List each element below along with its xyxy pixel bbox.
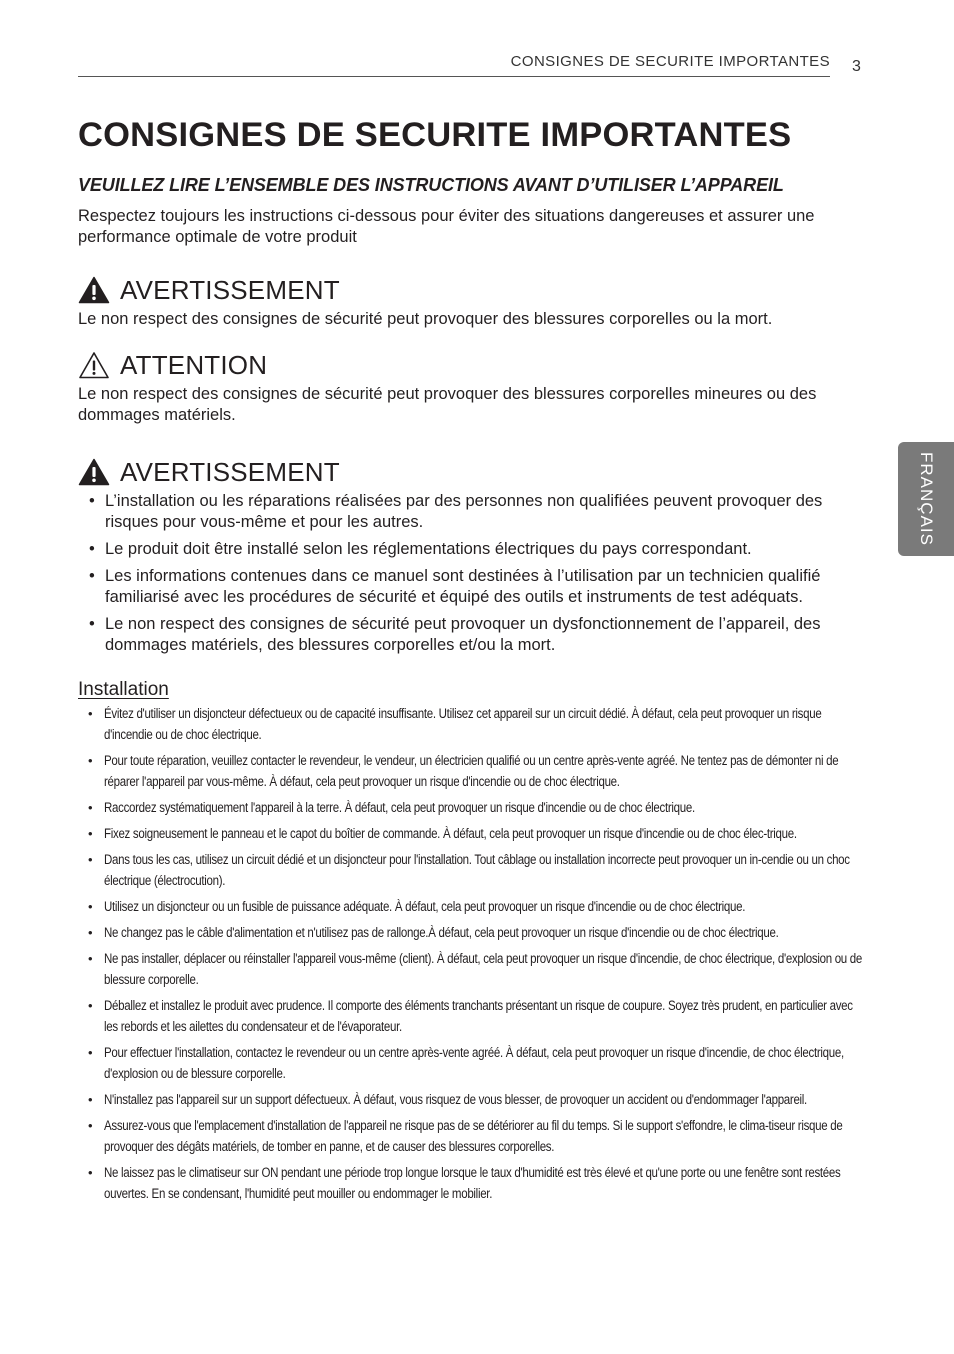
warning-legend	[78, 275, 868, 330]
warning-section-label: AVERTISSEMENT	[120, 457, 340, 487]
warning-list	[78, 491, 868, 656]
installation-list	[78, 703, 868, 1204]
warning-legend-label: AVERTISSEMENT	[120, 275, 340, 305]
list-item: • Pour toute réparation, veuillez contacter le revendeur, le vendeur, un électricien qualifié ou un centre après-vente agréé. Ne tentez pas de démonter ni de réparer l'appareil par vous-même. À défaut, cela peut provoquer un risque d'incendie ou de choc électrique.	[78, 750, 868, 792]
language-tab-label: FRANÇAIS	[917, 452, 936, 546]
running-header: CONSIGNES DE SECURITE IMPORTANTES	[510, 53, 830, 70]
warning-triangle-icon	[78, 276, 110, 304]
list-item: • Ne pas installer, déplacer ou réinstaller l'appareil vous-même (client). À défaut, cela peut provoquer un risque d'incendie, de choc électrique, d'explosion ou de blessure corporelle.	[78, 948, 868, 990]
list-item: • N'installez pas l'appareil sur un support défectueux. À défaut, vous risquez de vous blesser, de provoquer un accident ou d'endommager l'appareil.	[78, 1089, 868, 1110]
language-tab	[898, 442, 954, 556]
list-item: • Ne laissez pas le climatiseur sur ON pendant une période trop longue lorsque le taux d'humidité est très élevé et qu'une porte ou une fenêtre sont restées ouvertes. En se condensant, l'humidité peut mouiller ou endommager le mobilier.	[78, 1162, 868, 1204]
list-item: • Évitez d'utiliser un disjoncteur défectueux ou de capacité insuffisante. Utilisez cet appareil sur un circuit dédié. À défaut, cela peut provoquer un risque d'incendie ou de choc électrique.	[78, 703, 868, 745]
list-item: • Assurez-vous que l'emplacement d'installation de l'appareil ne risque pas de se détériorer au fil du temps. Si le support s'effondre, le clima-tiseur risque de provoquer des dégâts matériels, de tomber en panne, et de causer des blessures corporelles.	[78, 1115, 868, 1157]
list-item: • Pour effectuer l'installation, contactez le revendeur ou un centre après-vente agréé. À défaut, cela peut provoquer un risque d'incendie, de choc électrique, d'explosion ou de blessure corporelle.	[78, 1042, 868, 1084]
caution-legend-label: ATTENTION	[120, 350, 268, 380]
page-content	[78, 112, 868, 1209]
list-item: • Déballez et installez le produit avec prudence. Il comporte des éléments tranchants présentant un risque de coupure. Soyez très prudent, en particulier avec les rebords et les ailettes du condensateur et de l'évaporateur.	[78, 995, 868, 1037]
list-item: • Le non respect des consignes de sécurité peut provoquer un dysfonctionnement de l’appareil, des dommages matériels, des blessures corporelles et/ou la mort.	[78, 614, 868, 656]
caution-triangle-icon	[78, 351, 110, 379]
page-title: CONSIGNES DE SECURITE IMPORTANTES	[78, 116, 792, 154]
list-item: • Les informations contenues dans ce manuel sont destinées à l’utilisation par un technicien qualifié familiarisé avec les procédures de sécurité et équipé des outils et instruments de test adéquats.	[78, 566, 868, 608]
installation-heading: Installation	[78, 679, 169, 700]
warning-triangle-icon	[78, 458, 110, 486]
warning-legend-desc: Le non respect des consignes de sécurité peut provoquer des blessures corporelles ou la mort.	[78, 310, 773, 328]
list-item: • Ne changez pas le câble d'alimentation et n'utilisez pas de rallonge.À défaut, cela peut provoquer un risque d'incendie ou de choc électrique.	[78, 922, 868, 943]
caution-legend	[78, 350, 868, 426]
page-subtitle: VEUILLEZ LIRE L’ENSEMBLE DES INSTRUCTIONS AVANT D’UTILISER L’APPAREIL	[78, 175, 784, 195]
page-number: 3	[852, 58, 861, 75]
list-item: • L’installation ou les réparations réalisées par des personnes non qualifiées peuvent provoquer des risques pour vous-même et pour les autres.	[78, 491, 868, 533]
list-item: • Le produit doit être installé selon les réglementations électriques du pays correspondant.	[78, 539, 868, 560]
header-rule	[78, 76, 830, 77]
intro-text: Respectez toujours les instructions ci-dessous pour éviter des situations dangereuses et assurer une performance optimale de votre produit	[78, 207, 815, 246]
list-item: • Raccordez systématiquement l'appareil à la terre. À défaut, cela peut provoquer un risque d'incendie ou de choc électrique.	[78, 797, 868, 818]
warning-section	[78, 457, 868, 656]
list-item: • Fixez soigneusement le panneau et le capot du boîtier de commande. À défaut, cela peut provoquer un risque d'incendie ou de choc élec-trique.	[78, 823, 868, 844]
list-item: • Utilisez un disjoncteur ou un fusible de puissance adéquate. À défaut, cela peut provoquer un risque d'incendie ou de choc électrique.	[78, 896, 868, 917]
caution-legend-desc: Le non respect des consignes de sécurité peut provoquer des blessures corporelles mineures ou des dommages matériels.	[78, 385, 817, 424]
list-item: • Dans tous les cas, utilisez un circuit dédié et un disjoncteur pour l'installation. Tout câblage ou installation incorrecte peut provoquer un in-cendie ou un choc électrique (électrocution).	[78, 849, 868, 891]
